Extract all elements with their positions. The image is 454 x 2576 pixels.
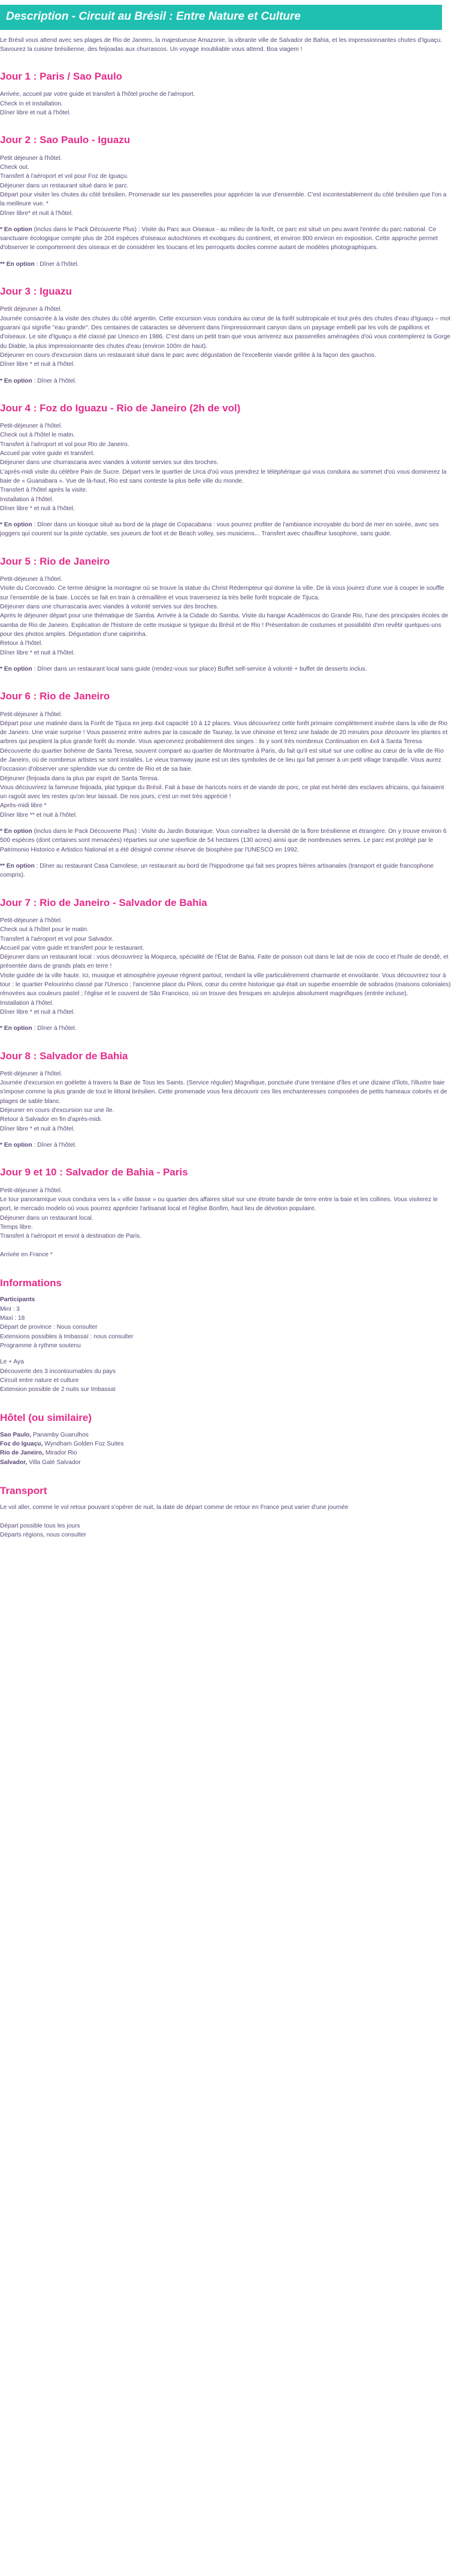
hotel-name: Panamby Guarulhos — [31, 1431, 89, 1438]
day-line: Transfert à l'hôtel après la visite. — [0, 487, 87, 494]
day-title: Jour 8 : Salvador de Bahia — [0, 1050, 128, 1062]
day-title: Jour 3 : Iguazu — [0, 286, 72, 298]
day-line: Arrivée en France * — [0, 1251, 53, 1258]
option-label: ** En option — [0, 260, 35, 268]
hotel-item — [0, 1439, 452, 1448]
day-line: Déjeuner (feijoada dans la plus par esprit de Santa Teresa. — [0, 775, 159, 782]
hotels-section — [0, 1412, 452, 1467]
day-title: Jour 6 : Rio de Janeiro — [0, 690, 110, 702]
day-section — [0, 134, 452, 269]
option-label: * En option — [0, 377, 32, 384]
day-line: Transfert à l'aéroport et vol pour Salvador. — [0, 935, 114, 942]
option-text: : Dîner dans un kiosque situé au bord de la plage de Copacabana : vous pourrez profiter de l'ambiance incroyable du bord de mer en soirée, avec ses joggers qui courent sur la piste cyclable, ses joueurs de foot et de Beach volley, ses musiciens... Transfert avec chauffeur lusophone, sans guide. — [0, 522, 439, 538]
day-section — [0, 286, 452, 386]
day-title: Jour 5 : Rio de Janeiro — [0, 555, 110, 567]
hotel-name: Wyndham Golden Foz Suites — [43, 1441, 124, 1448]
day-line: Transfert à l'aéroport et vol pour Foz de Iguaçu. — [0, 173, 129, 180]
transport-section — [0, 1485, 452, 1540]
day-option-note — [0, 862, 452, 880]
day-option-note — [0, 377, 452, 386]
day-line: Petit-déjeuner à l'hôtel. — [0, 917, 62, 924]
option-label: * En option — [0, 522, 32, 529]
day-section — [0, 556, 452, 674]
participants-line: Départ de province : Nous consulter — [0, 1324, 98, 1331]
day-line: Dîner libre * et nuit à l'hôtel. — [0, 361, 75, 368]
day-line: Déjeuner en cours d'excursion sur une île. — [0, 1107, 114, 1114]
day-line: Installation à l'hôtel. — [0, 999, 54, 1007]
hotel-item — [0, 1448, 452, 1457]
day-line: Petit-déjeuner à l'hôtel. — [0, 423, 62, 430]
participants-line: Programme à rythme soutenu — [0, 1342, 81, 1349]
plus-list — [0, 1357, 452, 1394]
plus-line: Extension possible de 2 nuits sur Imbassaï — [0, 1386, 116, 1393]
option-label: * En option — [0, 226, 32, 233]
participants-line: Mini : 3 — [0, 1305, 20, 1313]
day-line: Vous découvrirez la fameuse feijoada, plat typique du Brésil. Fait à base de haricots noirs et de viande de porc, ce plat est hérité des esclaves africains, qui faisaient un ragoût avec les restes qu'on leur laissait. De nos jours, c'est un met très apprécié ! — [0, 784, 444, 801]
day-line: Le tour panoramique vous conduira vers la « ville basse » ou quartier des affaires situé sur une étroite bande de terre entre la baie et les collines. Vous visiterez le port, le mercado modelo où vous pourrez apprécier l'artisanat local et l'église Bonfim, haut lieu de dévotion populaire. — [0, 1196, 438, 1213]
day-line: Petit-déjeuner à l'hôtel. — [0, 711, 62, 718]
day-option-note — [0, 260, 452, 269]
plus-line: Le + Aya — [0, 1359, 24, 1366]
informations-section — [0, 1277, 452, 1394]
day-section — [0, 897, 452, 1034]
day-line: Après le déjeuner départ pour une thématique de Samba. Arrivée à la Cidade do Samba. Visite du hangar Académicos do Grande Rio, l'une des principales écoles de samba de Rio de Janeiro. Explication de l'histoire de cette musique si typique du Brésil et de Rio ! Présentation de costumes et possibilité d'en revêtir quelques-uns pour des photos amples. Dégustation d'une caipirinha. — [0, 613, 449, 638]
page-banner: Description - Circuit au Brésil : Entre Nature et Culture — [0, 5, 442, 30]
day-line: Déjeuner dans une churrascaria avec viandes à volonté servies sur des broches. — [0, 604, 219, 611]
day-line: Dîner libre * et nuit à l'hôtel. — [0, 1125, 75, 1132]
hotel-item — [0, 1458, 452, 1467]
day-line: Dîner libre * et nuit à l'hôtel. — [0, 649, 75, 656]
hotel-city: Sao Paulo, — [0, 1431, 32, 1438]
day-title: Jour 9 et 10 : Salvador de Bahia - Paris — [0, 1166, 188, 1178]
day-option-note — [0, 1141, 452, 1150]
transport-list — [0, 1503, 452, 1539]
day-line: Petit déjeuner à l'hôtel. — [0, 306, 62, 313]
hotel-city: Foz do Iguaçu, — [0, 1441, 43, 1448]
option-label: * En option — [0, 828, 32, 835]
day-title: Jour 1 : Paris / Sao Paulo — [0, 71, 123, 83]
option-text: : Dîner à l'hôtel. — [32, 1141, 77, 1148]
day-option-note — [0, 225, 452, 253]
day-section — [0, 1166, 452, 1259]
day-line: Journée consacrée à la visite des chutes du côté argentin. Cette excursion vous conduira au cœur de la forêt subtropicale et tout près des chutes d'eau d'Iguaçu – mot guarani qui signifie "eau grande". Des centaines de cataractes se déversent dans l'impressionnant canyon dans un paysage embelli par les vols de papillons et d'oiseaux. Le site d'Iguaçu a été classé par Unesco en 1986. C'est dans un petit train que vous arriverez aux passerelles aménagées d'où vous contemplerez la Gorge du Diable, la plus impressionnante des chutes d'eau (environ 100m de haut). — [0, 315, 450, 350]
day-title: Jour 7 : Rio de Janeiro - Salvador de Bahia — [0, 896, 207, 908]
day-line: Temps libre. — [0, 1223, 33, 1231]
day-line: Transfert à l'aéroport et vol pour Rio de Janeiro. — [0, 441, 129, 448]
day-line: Accueil par votre guide et transfert pour le restaurant. — [0, 944, 144, 951]
hotel-city: Salvador, — [0, 1459, 28, 1466]
day-line: L'après-midi visite du célèbre Pain de Sucre. Départ vers le quartier de Urca d'où vous prendrez le téléphérique qui vous conduira au sommet d'où vous dominerez la baie de « Guanabara ». Vue de là-haut, Rio est sans conteste la plus belle ville du monde. — [0, 468, 447, 484]
day-line: Journée d'excursion en goélette à travers la Baie de Tous les Saints. (Service régulier) Magnifique, ponctuée d'une trentaine d'îles et une dizaine d'îlots, l'illustre baie s'impose comme la plus grande de tout le littoral brésilien. Cette promenade vous fera découvrir ces îles enchanteresses composées de petits hameaux colorés et de plages de sable blanc. — [0, 1080, 447, 1105]
day-line: Check out à l'hôtel le matin. — [0, 432, 75, 439]
option-text: (inclus dans le Pack Découverte Plus) : Visite du Jardin Botanique. Vous connaîtrez la diversité de la flore brésilienne et étrangère. On y trouve environ 6 500 espèces (dont certaines sont menacées) réparties sur une superficie de 54 hectares (130 acres) ainsi que de nombreuses serres. Le parc est protégé par le Patrimonio Historico e Artistico National et a été désigné comme réserve de biosphère par l'UNESCO en 1992. — [0, 828, 447, 853]
day-line: Accueil par votre guide et transfert. — [0, 450, 95, 457]
option-text: : Dîner dans un restaurant local sans guide (rendez-vous sur place) Buffet self-service à volonté + buffet de desserts inclus. — [32, 665, 367, 672]
transport-line: Le vol aller, comme le vol retour pouvant s'opérer de nuit, la date de départ comme de retour en France peut varier d'une journée — [0, 1504, 349, 1511]
day-line: Déjeuner dans un restaurant situé dans le parc. — [0, 182, 129, 189]
participants-label: Participants — [0, 1296, 35, 1304]
day-section — [0, 690, 452, 880]
day-line: Petit-déjeuner à l'hôtel. — [0, 576, 62, 583]
day-line: Déjeuner dans un restaurant local : vous découvrirez la Moqueca, spécialité de l'État de Bahia. Faite de poisson cuit dans le lait de noix de coco et l'huile de dendê, et présentée dans de grands plats en terre ! — [0, 954, 449, 970]
day-line: Check in et installation. — [0, 100, 63, 107]
hotel-name: Villa Galé Salvador — [27, 1459, 81, 1466]
day-line: Dîner libre * et nuit à l'hôtel. — [0, 1008, 75, 1016]
day-line: Dîner libre * et nuit à l'hôtel. — [0, 505, 75, 512]
day-line: Dîner libre et nuit à l'hôtel. — [0, 110, 71, 117]
day-section — [0, 1050, 452, 1150]
option-text: : Dîner à l'hôtel. — [32, 1025, 77, 1032]
day-line: Visite guidée de la ville haute. Ici, musique et atmosphère joyeuse règnent partout, rendant la ville particulièrement charmante et envoûtante. Vous découvrirez tour à tour : le quartier Pelourinho classé par l'Unesco ; l'ancienne place du Piloni, cœur du centre historique qui était un superbe ensemble de sobrados (maisons coloniales) rénovées aux couleurs pastel ; l'église et le couvent de São Francisco, où on trouve des fresques en azulejos absolument magnifiques (entrée incluse). — [0, 972, 451, 998]
option-text: : Dîner à l'hôtel. — [34, 260, 79, 268]
participants-line: Maxi : 18 — [0, 1315, 25, 1322]
transport-line — [0, 1513, 452, 1522]
participants-line: Extensions possibles à Imbassaï : nous consulter — [0, 1333, 134, 1340]
plus-line: Circuit entre nature et culture — [0, 1377, 79, 1384]
day-line — [0, 1241, 452, 1250]
day-line: Visite du Corcovado. Ce terme désigne la montagne où se trouve la statue du Christ Rédempteur qui domine la ville. De là vous jouirez d'une vue à couper le souffle sur l'ensemble de la baie. Loccès se fait en train à crémaillère et vous traverserez la très belle forêt tropicale de Tijuca. — [0, 585, 444, 601]
intro-paragraph: Le Brésil vous attend avec ses plages de Rio de Janeiro, la majestueuse Amazonie, la vibrante ville de Salvador de Bahia, et les impressionnantes chutes d'Iguaçu. Savourez la cuisine brésilienne, des feijoadas aux churrascos. Un voyage inoubliable vous attend. Boa viagem ! — [0, 37, 443, 53]
option-text: : Dîner à l'hôtel. — [32, 377, 77, 384]
day-line: Petit déjeuner à l'hôtel. — [0, 154, 62, 162]
day-option-note — [0, 827, 452, 854]
hotel-item — [0, 1431, 452, 1439]
day-line: Après-midi libre * — [0, 802, 47, 810]
day-line: Déjeuner dans un restaurant local. — [0, 1214, 93, 1222]
day-line: Retour à l'hôtel. — [0, 640, 43, 647]
day-line: Départ pour visiter les chutes du côté brésilien. Promenade sur les passerelles pour apprécier la vue d'ensemble. C'est incontestablement du côté brésilien que l'on a la meilleure vue. * — [0, 191, 447, 208]
plus-line: Découverte des 3 incontournables du pays — [0, 1368, 116, 1375]
page — [0, 5, 454, 1564]
day-title: Jour 2 : Sao Paulo - Iguazu — [0, 134, 131, 146]
day-line: Départ pour une matinée dans la Forêt de Tijuca en jeep 4x4 capacité 10 à 12 places. Vous découvrirez cette forêt primaire complètement insérée dans la ville de Rio de Janeiro. Une vraie surprise ! Vous passerez entre autres par la cascade de Taunay, la vue chinoise et ferez une balade de 20 minutes pour découvrir les plantes et arbres qui peuplent la plus grande forêt du monde. Vous apercevrez probablement des singes : ils y sont très nombreux Continuation en 4x4 à Santa Teresa Découverte du quartier bohème de Santa Teresa, souvent comparé au quartier de Montmartre à Paris, du fait qu'il est situé sur une colline au cœur de la ville de Rio de Janeiro, où de nombreux artistes se sont installés. Le vieux tramway jaune est un des symboles de ce lieu qui fait penser à un petit village tranquille. Vous aurez l'occasion d'observer une splendide vue du centre de Rio et de sa baie. — [0, 720, 448, 773]
day-option-note — [0, 1024, 452, 1033]
transport-title: Transport — [0, 1484, 47, 1496]
day-line: Arrivée, accueil par votre guide et transfert à l'hôtel proche de l'aéroport. — [0, 91, 195, 98]
day-line: Dîner libre ** et nuit à l'hôtel. — [0, 811, 77, 819]
day-line: Déjeuner en cours d'excursion dans un restaurant situé dans le parc avec dégustation de l'excellente viande grillée à la façon des gauchos. — [0, 351, 376, 359]
hotel-name: Mirador Rio — [44, 1450, 77, 1457]
day-option-note — [0, 665, 452, 674]
day-section — [0, 71, 452, 117]
day-line: Petit-déjeuner à l'hôtel. — [0, 1070, 62, 1077]
hotels-list — [0, 1431, 452, 1467]
option-label: * En option — [0, 1141, 32, 1148]
option-label: ** En option — [0, 862, 35, 869]
day-line: Transfert à l'aéroport et envol à destination de Paris. — [0, 1233, 142, 1240]
option-label: * En option — [0, 1025, 32, 1032]
option-label: * En option — [0, 665, 32, 672]
day-line: Installation à l'hôtel. — [0, 496, 54, 503]
hotel-city: Rio de Janeiro, — [0, 1450, 44, 1457]
transport-line: Départ possible tous les jours — [0, 1522, 80, 1529]
day-line: Dîner libre* et nuit à l'hôtel. — [0, 210, 73, 217]
day-line: Check out à l'hôtel pour le matin. — [0, 926, 89, 934]
day-line: Déjeuner dans une churrascaria avec viandes à volonté servies sur des broches. — [0, 459, 219, 466]
option-text: : Dîner au restaurant Casa Camolese, un restaurant au bord de l'hippodrome qui fait ses propres bières artisanales (transport et guide francophone compris). — [0, 862, 434, 879]
day-line: Retour à Salvador en fin d'après-midi. — [0, 1116, 102, 1123]
day-line: Petit-déjeuner à l'hôtel. — [0, 1187, 62, 1194]
hotels-title: Hôtel (ou similaire) — [0, 1412, 92, 1424]
participants-list — [0, 1305, 452, 1350]
transport-line: Départs régions, nous consulter — [0, 1532, 86, 1539]
itinerary — [0, 71, 452, 1259]
content — [0, 36, 453, 1540]
day-line: Check out. — [0, 164, 29, 171]
day-section — [0, 402, 452, 539]
informations-title: Informations — [0, 1277, 62, 1289]
option-text: (inclus dans le Pack Découverte Plus) : Visite du Parc aux Oiseaux - au milieu de la forêt, ce parc est situé un peu avant l'entrée du parc national. Ce sanctuaire écologique compte plus de 204 espèces d'oiseaux autochtones et exotiques du continent, et environ 800 environ en exposition. Cette approche permet d'observer le comportement des oiseaux et de considérer les toucans et les perroquets dociles comme autant de modèles photographiques. — [0, 226, 438, 251]
day-title: Jour 4 : Foz do Iguazu - Rio de Janeiro (2h de vol) — [0, 402, 241, 414]
day-option-note — [0, 520, 452, 539]
